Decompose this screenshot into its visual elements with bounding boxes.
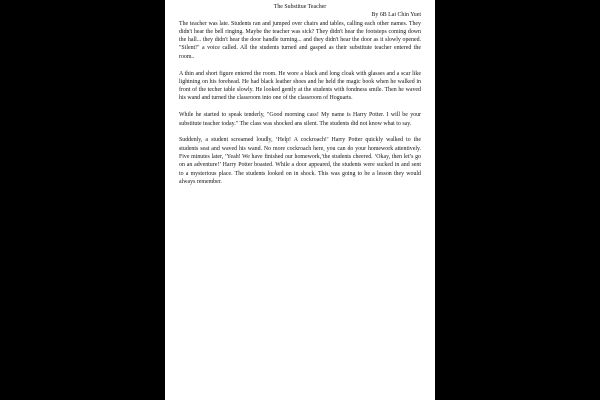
paragraph-3: While he started to speak tenderly, "Good morning cass! My name is Harry Potter. I will be your substitute teacher today." The class was shocked ans silent. The students did not know what to say. <box>179 112 421 127</box>
document-page <box>165 0 435 400</box>
paragraph-4: Suddenly, a student screamed loudly, ‘Help! A cockroach!’ Harry Potter quickly walked to the students seat and waved his wand. No more cockroach here, you can do your homework attentively. Five minutes later, ‘Yeah! We have finished our homework,’the students cheered. ‘Okay, then let’s go on an adventure!’ Harry Potter boasted. While a door appeared, the students were sucked in and sent to a mysterious place. The students looked on in shock. This was going to be a lesson they would always remember. <box>179 137 421 185</box>
paragraph-1: The teacher was late. Students ran and jumped over chairs and tables, calling each other names. They didn't hear the bell ringing. Maybe the teacher was sick? They didn't hear the footsteps coming down the hall... they didn't hear the door handle turning... and they didn't hear the door as it slowly opened. "Silent!" a voice called. All the students turned and gasped as their substitute teacher entered the room.. <box>179 20 421 60</box>
author-byline: By 6B Lai Chin Yuet <box>371 12 421 19</box>
paragraph-2: A thin and short figure entered the room. He wore a black and long cloak with glasses and a scar like lightning on his forehead. He had black leather shoes and he held the magic book when he walked in front of the techer table slowly. He looked gently at the students with fondness smile. Then he waved his wand and turned the classroom into one of the classroom of Hoguarts. <box>179 70 421 102</box>
document-title: The Substitue Teacher <box>273 4 327 10</box>
document-body <box>179 3 421 195</box>
